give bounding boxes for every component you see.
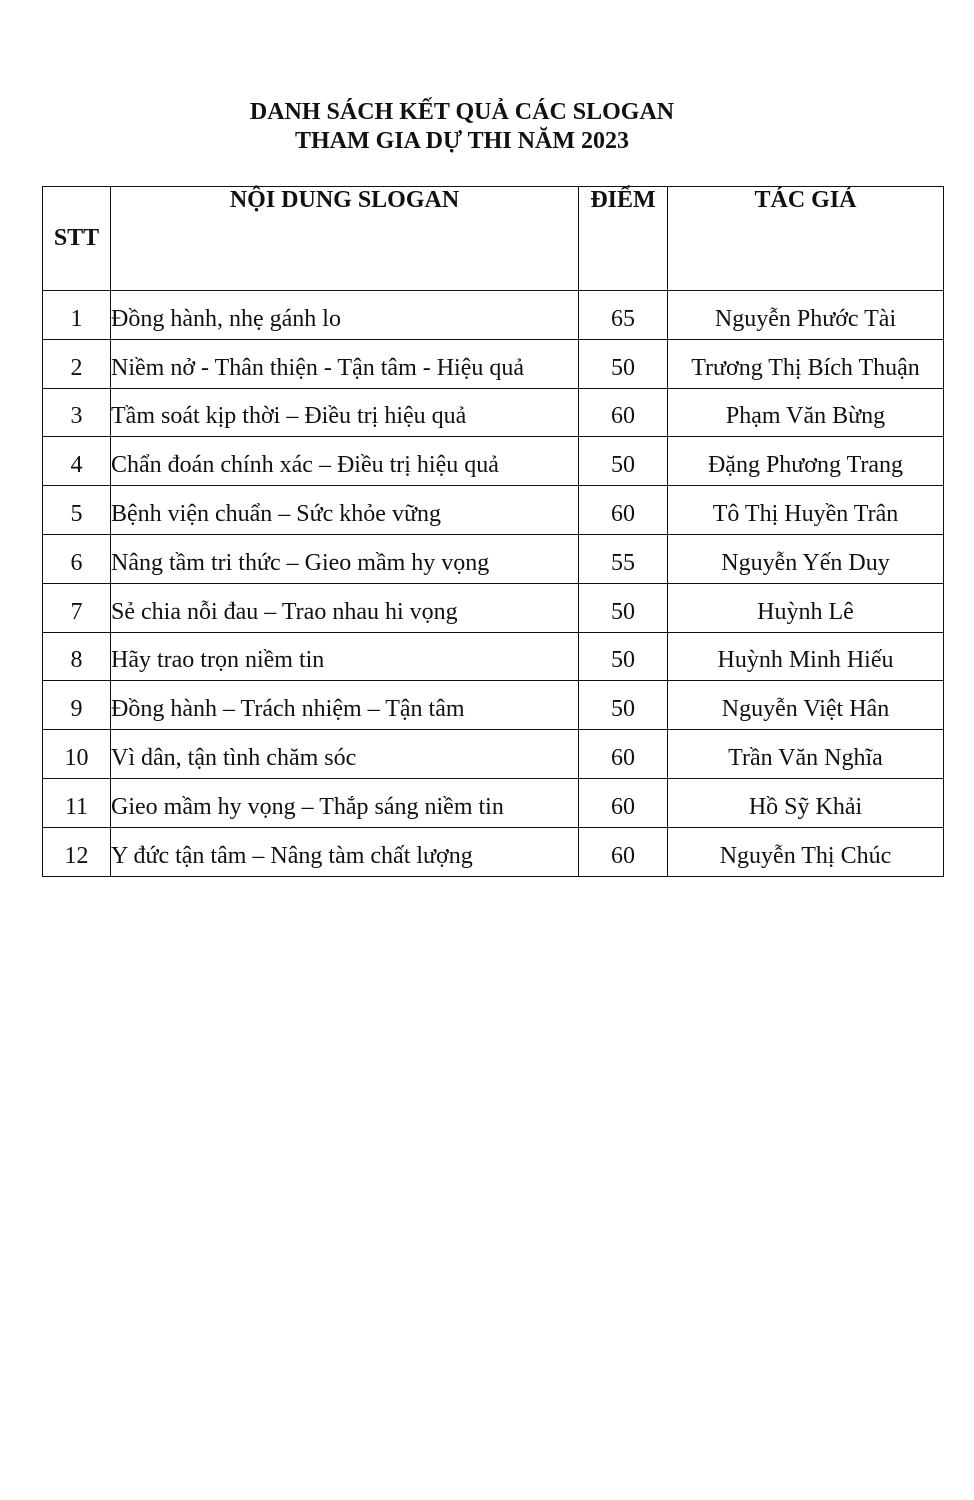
row-slogan: Vì dân, tận tình chăm sóc bbox=[111, 730, 579, 779]
header-stt: STT bbox=[43, 187, 111, 291]
row-tacgia: Huỳnh Minh Hiếu bbox=[668, 632, 944, 681]
row-slogan: Đồng hành – Trách nhiệm – Tận tâm bbox=[111, 681, 579, 730]
header-slogan: NỘI DUNG SLOGAN bbox=[111, 187, 579, 291]
row-slogan: Bệnh viện chuẩn – Sức khỏe vững bbox=[111, 486, 579, 535]
table-row bbox=[43, 534, 944, 583]
row-slogan: Y đức tận tâm – Nâng tàm chất lượng bbox=[111, 827, 579, 876]
row-diem: 50 bbox=[579, 583, 668, 632]
table-row bbox=[43, 778, 944, 827]
table-row bbox=[43, 291, 944, 340]
row-tacgia: Phạm Văn Bừng bbox=[668, 388, 944, 437]
row-diem: 60 bbox=[579, 827, 668, 876]
row-tacgia: Tô Thị Huyền Trân bbox=[668, 486, 944, 535]
table-row bbox=[43, 632, 944, 681]
table-row bbox=[43, 437, 944, 486]
row-stt: 4 bbox=[43, 437, 111, 486]
table-row bbox=[43, 486, 944, 535]
table-row bbox=[43, 681, 944, 730]
row-stt: 2 bbox=[43, 339, 111, 388]
row-stt: 11 bbox=[43, 778, 111, 827]
header-tacgia: TÁC GIẢ bbox=[668, 187, 944, 291]
title-line-1: DANH SÁCH KẾT QUẢ CÁC SLOGAN bbox=[249, 99, 675, 125]
row-diem: 50 bbox=[579, 632, 668, 681]
row-stt: 3 bbox=[43, 388, 111, 437]
row-tacgia: Nguyễn Thị Chúc bbox=[668, 827, 944, 876]
row-stt: 7 bbox=[43, 583, 111, 632]
table-header-row bbox=[43, 187, 944, 291]
row-slogan: Hãy trao trọn niềm tin bbox=[111, 632, 579, 681]
row-slogan: Chẩn đoán chính xác – Điều trị hiệu quả bbox=[111, 437, 579, 486]
row-tacgia: Huỳnh Lê bbox=[668, 583, 944, 632]
table-row bbox=[43, 730, 944, 779]
row-slogan: Gieo mầm hy vọng – Thắp sáng niềm tin bbox=[111, 778, 579, 827]
table-row bbox=[43, 583, 944, 632]
row-diem: 50 bbox=[579, 339, 668, 388]
row-slogan: Nâng tầm tri thức – Gieo mầm hy vọng bbox=[111, 534, 579, 583]
row-diem: 60 bbox=[579, 388, 668, 437]
title-line-2: THAM GIA DỰ THI NĂM 2023 bbox=[294, 128, 629, 154]
row-tacgia: Trương Thị Bích Thuận bbox=[668, 339, 944, 388]
row-slogan: Đồng hành, nhẹ gánh lo bbox=[111, 291, 579, 340]
row-stt: 5 bbox=[43, 486, 111, 535]
row-tacgia: Nguyễn Phước Tài bbox=[668, 291, 944, 340]
table-row bbox=[43, 339, 944, 388]
row-slogan: Tầm soát kịp thời – Điều trị hiệu quả bbox=[111, 388, 579, 437]
row-tacgia: Nguyễn Yến Duy bbox=[668, 534, 944, 583]
results-table bbox=[42, 186, 944, 877]
row-diem: 60 bbox=[579, 730, 668, 779]
row-tacgia: Đặng Phương Trang bbox=[668, 437, 944, 486]
row-diem: 50 bbox=[579, 437, 668, 486]
row-stt: 8 bbox=[43, 632, 111, 681]
row-stt: 10 bbox=[43, 730, 111, 779]
document-title bbox=[0, 98, 924, 156]
row-stt: 12 bbox=[43, 827, 111, 876]
table-row bbox=[43, 827, 944, 876]
table-row bbox=[43, 388, 944, 437]
row-tacgia: Hồ Sỹ Khải bbox=[668, 778, 944, 827]
row-diem: 60 bbox=[579, 486, 668, 535]
header-diem: ĐIỂM bbox=[579, 187, 668, 291]
row-stt: 9 bbox=[43, 681, 111, 730]
row-diem: 50 bbox=[579, 681, 668, 730]
table-body bbox=[43, 291, 944, 877]
row-diem: 60 bbox=[579, 778, 668, 827]
row-tacgia: Nguyễn Việt Hân bbox=[668, 681, 944, 730]
row-stt: 6 bbox=[43, 534, 111, 583]
row-tacgia: Trần Văn Nghĩa bbox=[668, 730, 944, 779]
row-slogan: Sẻ chia nỗi đau – Trao nhau hi vọng bbox=[111, 583, 579, 632]
row-diem: 55 bbox=[579, 534, 668, 583]
row-diem: 65 bbox=[579, 291, 668, 340]
row-slogan: Niềm nở - Thân thiện - Tận tâm - Hiệu quả bbox=[111, 339, 579, 388]
row-stt: 1 bbox=[43, 291, 111, 340]
